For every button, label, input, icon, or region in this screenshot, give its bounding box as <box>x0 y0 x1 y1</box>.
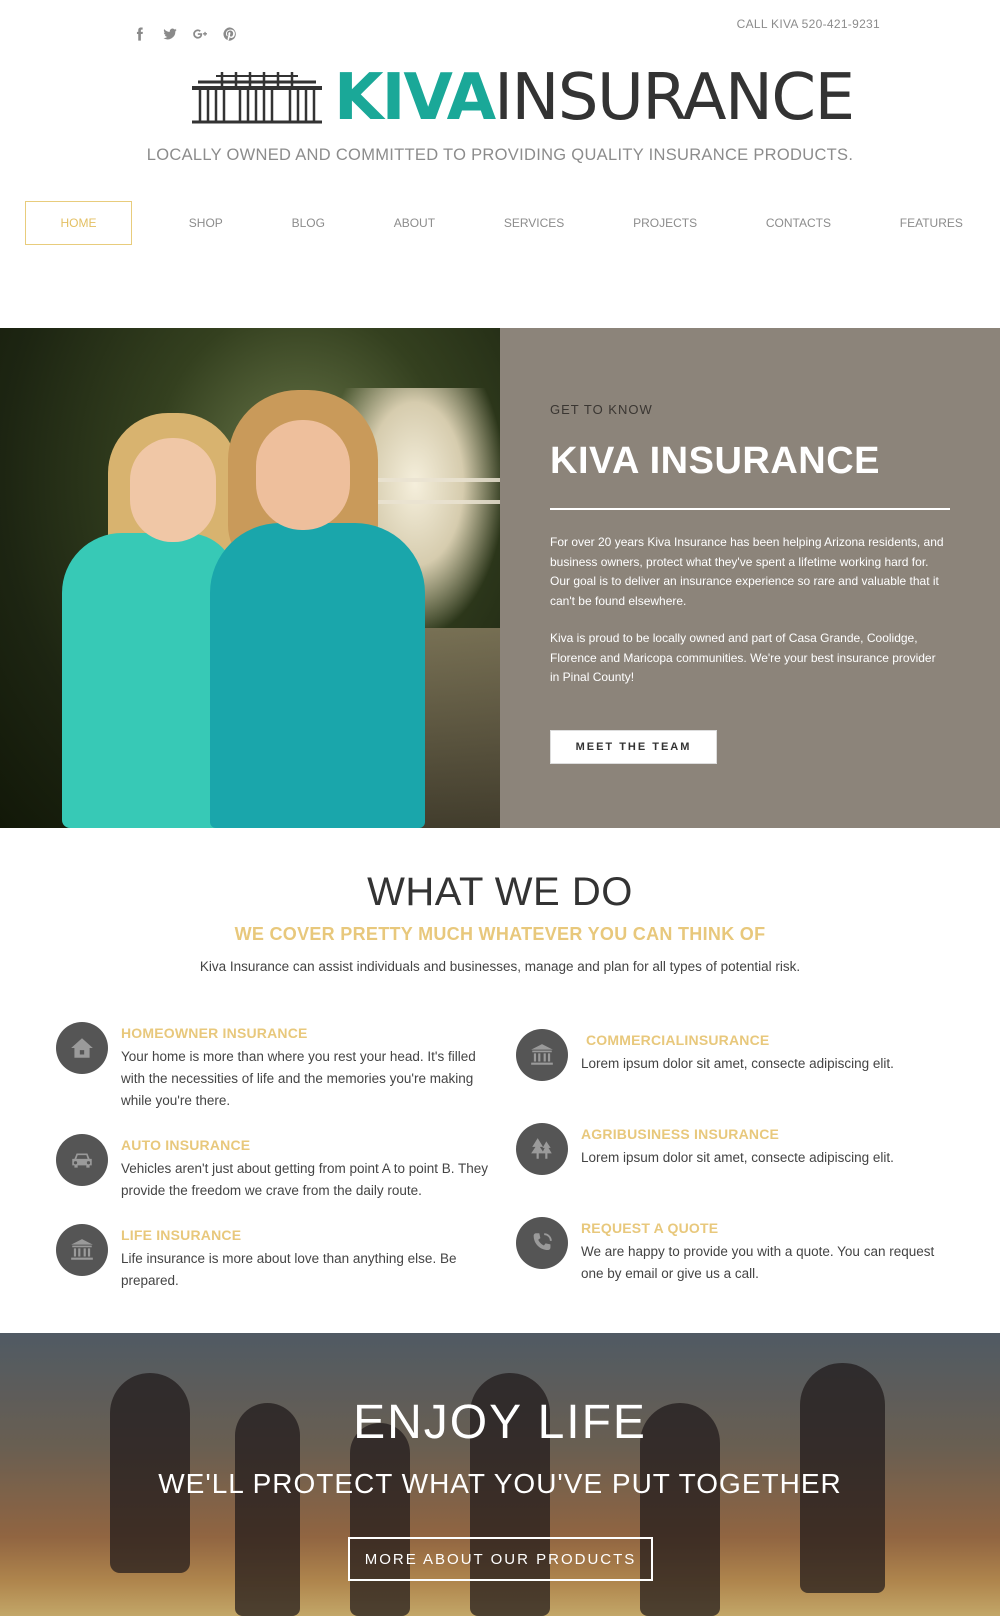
house-icon <box>56 1022 108 1074</box>
main-nav <box>25 201 975 245</box>
banner-subtitle: WE'LL PROTECT WHAT YOU'VE PUT TOGETHER <box>158 1468 842 1499</box>
person-left-face <box>130 438 216 542</box>
services-title: WHAT WE DO <box>367 870 633 914</box>
nav-shop[interactable]: SHOP <box>188 216 223 230</box>
about-title: KIVA INSURANCE <box>550 440 881 482</box>
about-kicker: GET TO KNOW <box>550 402 653 417</box>
nav-blog[interactable]: BLOG <box>291 216 325 230</box>
service-text: Lorem ipsum dolor sit amet, consecte adipiscing elit. <box>581 1056 894 1071</box>
service-text: We are happy to provide you with a quote. You can request one by email or give us a call. <box>581 1244 935 1281</box>
services-description: Kiva Insurance can assist individuals and businesses, manage and plan for all types of potential risk. <box>199 959 801 974</box>
phone-icon <box>516 1217 568 1269</box>
logo-kiva-text: KIVA <box>334 61 495 135</box>
social-links <box>132 26 238 42</box>
service-text: Vehicles aren't just about getting from point A to point B. They provide the freedom we crave from the daily route. <box>121 1161 489 1198</box>
call-phone-number[interactable]: CALL KIVA 520-421-9231 <box>736 17 880 31</box>
about-section <box>0 328 1000 828</box>
service-text: Your home is more than where you rest your head. It's filled with the necessities of life and the memories you're making while you're there. <box>121 1049 476 1108</box>
service-text: Lorem ipsum dolor sit amet, consecte adipiscing elit. <box>581 1150 894 1165</box>
person-right-shirt <box>210 523 425 828</box>
pinterest-icon[interactable] <box>222 26 238 42</box>
banner-title: ENJOY LIFE <box>353 1396 647 1449</box>
google-plus-icon[interactable] <box>192 26 208 42</box>
nav-features[interactable]: FEATURES <box>899 216 963 230</box>
logo-insurance-text: INSURANCE <box>494 61 854 135</box>
bank-icon <box>56 1224 108 1276</box>
service-title: HOMEOWNER INSURANCE <box>121 1025 308 1041</box>
service-title: COMMERCIALINSURANCE <box>586 1032 770 1048</box>
about-paragraph-1: For over 20 years Kiva Insurance has been helping Arizona residents, and business owners, protect what they've spent a lifetime working hard for. Our goal is to deliver an insurance experience so rare and valuable that it can't be found elsewhere. <box>550 535 944 608</box>
site-header <box>0 0 1000 328</box>
kiva-logo[interactable] <box>186 61 854 135</box>
nav-services[interactable]: SERVICES <box>503 216 565 230</box>
about-panel <box>500 328 1000 828</box>
services-subtitle: WE COVER PRETTY MUCH WHATEVER YOU CAN THINK OF <box>234 924 766 944</box>
services-section <box>0 828 1000 1333</box>
facebook-icon[interactable] <box>132 26 148 42</box>
service-text: Life insurance is more about love than anything else. Be prepared. <box>121 1251 457 1288</box>
service-title: REQUEST A QUOTE <box>581 1220 719 1236</box>
logo-wordmark <box>334 61 854 135</box>
service-title: AGRIBUSINESS INSURANCE <box>581 1126 780 1142</box>
bank-icon <box>516 1029 568 1081</box>
nav-contacts[interactable]: CONTACTS <box>765 216 831 230</box>
enjoy-life-banner <box>0 1333 1000 1616</box>
team-photo <box>0 328 500 828</box>
pergola-logo-icon <box>186 68 328 128</box>
more-about-products-button[interactable]: MORE ABOUT OUR PRODUCTS <box>348 1537 653 1581</box>
about-divider <box>550 508 950 510</box>
person-right-face <box>256 420 350 530</box>
tagline: LOCALLY OWNED AND COMMITTED TO PROVIDING QUALITY INSURANCE PRODUCTS. <box>146 146 854 164</box>
service-title: AUTO INSURANCE <box>121 1137 251 1153</box>
about-paragraph-2: Kiva is proud to be locally owned and part of Casa Grande, Coolidge, Florence and Maricopa communities. We're your best insurance provider in Pinal County! <box>550 631 936 684</box>
service-title: LIFE INSURANCE <box>121 1227 242 1243</box>
twitter-icon[interactable] <box>162 26 178 42</box>
nav-projects[interactable]: PROJECTS <box>633 216 698 230</box>
nav-about[interactable]: ABOUT <box>393 216 436 230</box>
car-icon <box>56 1134 108 1186</box>
trees-icon <box>516 1123 568 1175</box>
meet-the-team-button[interactable]: MEET THE TEAM <box>550 730 717 764</box>
nav-home[interactable]: HOME <box>25 201 132 245</box>
